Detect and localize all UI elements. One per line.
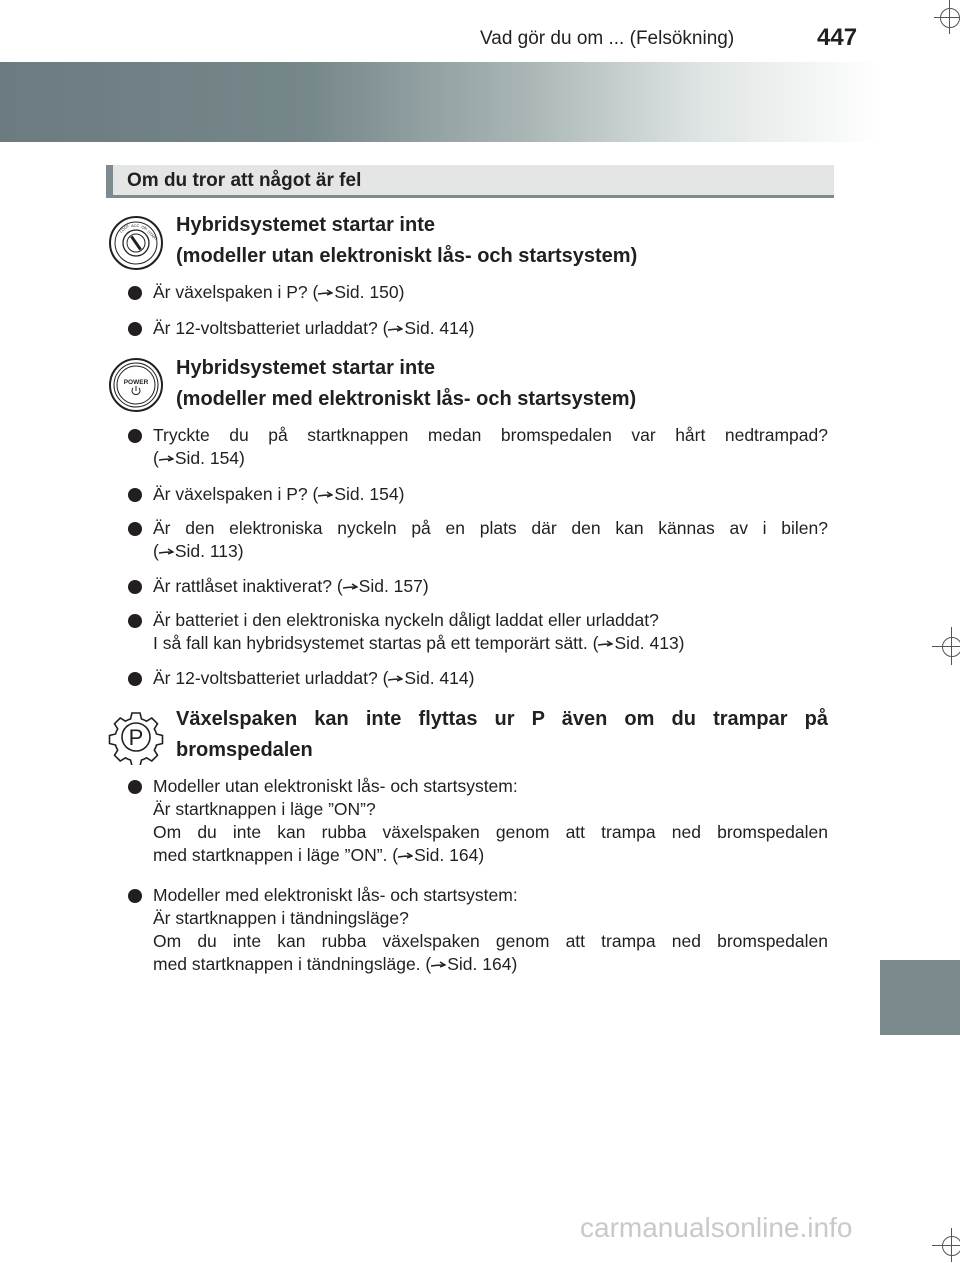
item-text: Är rattlåset inaktiverat? ( bbox=[153, 576, 343, 596]
topic-heading bbox=[176, 353, 828, 415]
bullet bbox=[128, 322, 142, 336]
item-text: Är den elektroniska nyckeln på en plats där den kan kännas av i bilen? bbox=[153, 518, 828, 538]
park-gear-label: P bbox=[128, 725, 144, 750]
topic-heading-line: Hybridsystemet startar inte bbox=[176, 357, 435, 379]
watermark: carmanualsonline.info bbox=[580, 1212, 853, 1243]
ignition-label-acc: ACC bbox=[131, 223, 140, 228]
page-ref: Sid. 150) bbox=[334, 282, 405, 302]
park-gear-icon bbox=[108, 709, 164, 765]
page-ref: Sid. 154) bbox=[334, 484, 405, 504]
page-ref: Sid. 164) bbox=[447, 954, 518, 974]
bullet bbox=[128, 672, 142, 686]
item-text: Är startknappen i läge ”ON”? bbox=[153, 799, 376, 819]
arrow-right-icon bbox=[398, 844, 414, 867]
item-text: ( bbox=[153, 541, 159, 561]
bullet bbox=[128, 522, 142, 536]
topic-heading-line: (modeller utan elektroniskt lås- och startsystem) bbox=[176, 245, 638, 267]
item-text: Är 12-voltsbatteriet urladdat? ( bbox=[153, 318, 389, 338]
arrow-right-icon bbox=[388, 317, 404, 340]
topic-heading-line: (modeller med elektroniskt lås- och startsystem) bbox=[176, 388, 637, 410]
item-text: Är 12-voltsbatteriet urladdat? ( bbox=[153, 668, 389, 688]
page-ref: Sid. 113) bbox=[174, 541, 244, 561]
item-text: I så fall kan hybridsystemet startas på ett temporärt sätt. ( bbox=[153, 633, 599, 653]
item-text: Är växelspaken i P? ( bbox=[153, 484, 319, 504]
ignition-label-on: ON bbox=[140, 224, 149, 231]
arrow-right-icon bbox=[159, 447, 175, 470]
item-text: Är batteriet i den elektroniska nyckeln dåligt laddat eller urladdat? bbox=[153, 610, 659, 630]
arrow-right-icon bbox=[159, 540, 175, 563]
page-number: 447 bbox=[817, 24, 858, 51]
arrow-right-icon bbox=[388, 667, 404, 690]
item-text: Är växelspaken i P? ( bbox=[153, 282, 319, 302]
topic-heading bbox=[176, 704, 828, 766]
item-text: ( bbox=[153, 448, 159, 468]
header-band bbox=[0, 62, 880, 142]
bullet bbox=[128, 580, 142, 594]
topic-heading-line: bromspedalen bbox=[176, 739, 313, 761]
bullet bbox=[128, 889, 142, 903]
item-text: med startknappen i tändningsläge. ( bbox=[153, 954, 432, 974]
section-title-bar bbox=[106, 165, 834, 198]
page-ref: Sid. 414) bbox=[404, 318, 475, 338]
topic-heading-line: Växelspaken kan inte flyttas ur P även om du trampar på bbox=[176, 708, 828, 730]
arrow-right-icon bbox=[318, 483, 334, 506]
arrow-right-icon bbox=[431, 953, 447, 976]
chapter-tab bbox=[880, 960, 960, 1035]
item-text: Modeller med elektroniskt lås- och startsystem: bbox=[153, 885, 518, 905]
page-ref: Sid. 413) bbox=[614, 633, 685, 653]
item-text: Är startknappen i tändningsläge? bbox=[153, 908, 409, 928]
item-text: med startknappen i läge ”ON”. ( bbox=[153, 845, 399, 865]
bullet bbox=[128, 780, 142, 794]
topic-heading bbox=[176, 210, 828, 272]
power-button-label: POWER bbox=[123, 379, 149, 386]
item-text: Om du inte kan rubba växelspaken genom att trampa ned bromspedalen bbox=[153, 931, 828, 951]
item-text: Om du inte kan rubba växelspaken genom att trampa ned bromspedalen bbox=[153, 822, 828, 842]
running-header-title: Vad gör du om ... (Felsökning) bbox=[480, 28, 735, 49]
arrow-right-icon bbox=[318, 281, 334, 304]
ignition-label-lock: LOCK bbox=[118, 222, 130, 234]
section-title: Om du tror att något är fel bbox=[127, 170, 362, 191]
page-ref: Sid. 157) bbox=[358, 576, 429, 596]
arrow-right-icon bbox=[343, 575, 359, 598]
bullet bbox=[128, 614, 142, 628]
item-text: Tryckte du på startknappen medan bromspedalen var hårt nedtrampad? bbox=[153, 425, 828, 445]
bullet bbox=[128, 488, 142, 502]
page-ref: Sid. 154) bbox=[174, 448, 245, 468]
page-ref: Sid. 414) bbox=[404, 668, 475, 688]
bullet bbox=[128, 429, 142, 443]
arrow-right-icon bbox=[598, 632, 614, 655]
ignition-label-start: START bbox=[146, 229, 159, 242]
item-text: Modeller utan elektroniskt lås- och startsystem: bbox=[153, 776, 518, 796]
topic-heading-line: Hybridsystemet startar inte bbox=[176, 214, 435, 236]
page-ref: Sid. 164) bbox=[414, 845, 485, 865]
power-button-icon bbox=[108, 357, 164, 413]
bullet bbox=[128, 286, 142, 300]
ignition-switch-icon bbox=[108, 215, 164, 271]
